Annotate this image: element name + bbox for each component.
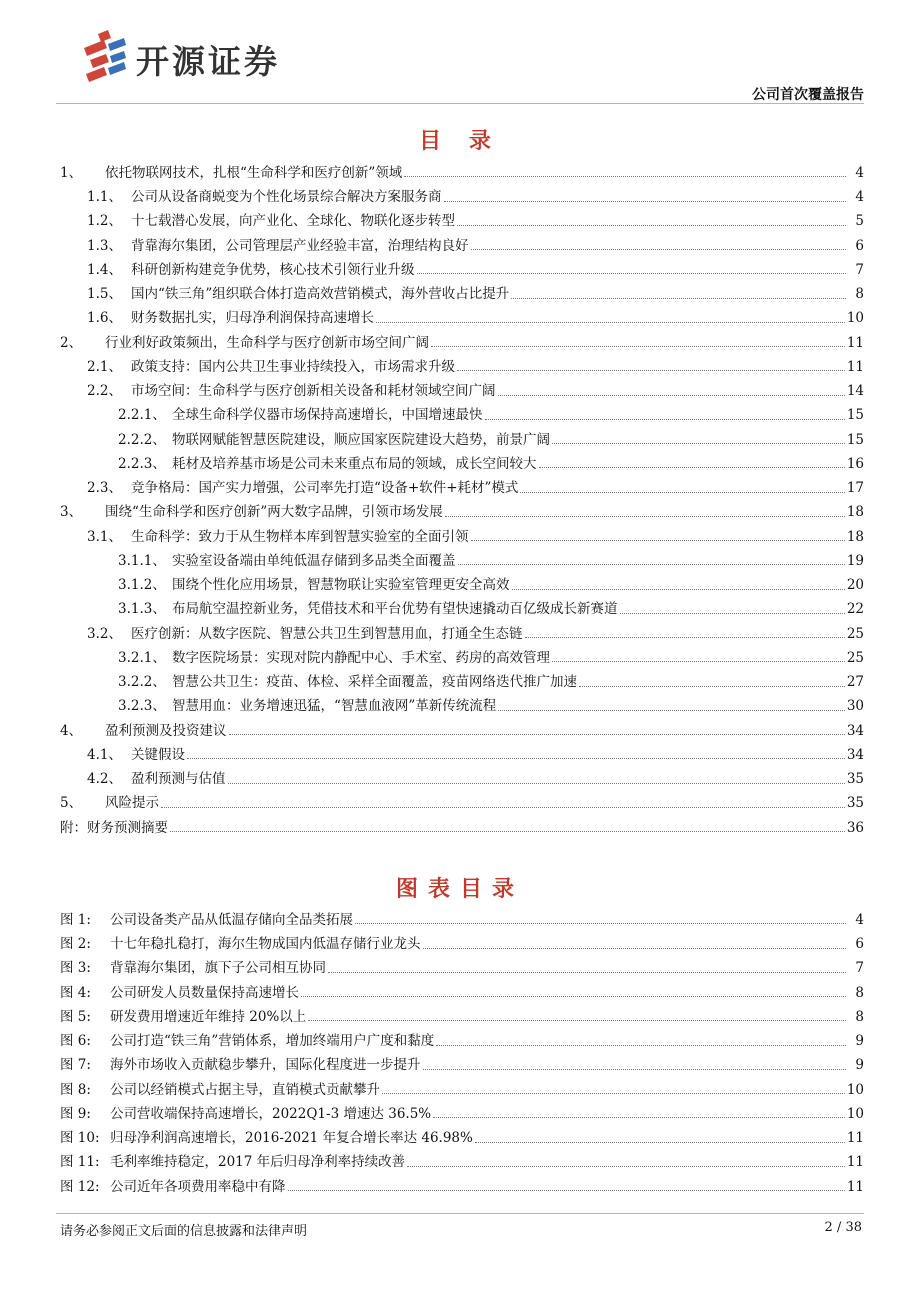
figure-entry-text: 公司以经销模式占据主导，直销模式贡献攀升 xyxy=(110,1081,380,1098)
toc-entry[interactable] xyxy=(56,280,864,304)
toc-entry-page: 14 xyxy=(846,383,864,399)
toc-entry-page: 36 xyxy=(846,819,864,836)
toc-entry-text: 数字医院场景：实现对院内静配中心、手术室、药房的高效管理 xyxy=(172,649,550,666)
dot-leader xyxy=(229,733,845,735)
figure-entry-number: 图 6: xyxy=(60,1033,91,1049)
toc-entry-text: 依托物联网技术，扎根“生命科学和医疗创新”领域 xyxy=(105,164,403,181)
figure-entry-page: 9 xyxy=(855,1033,864,1049)
figure-entry-text: 归母净利润高速增长，2016-2021 年复合增长率达 46.98% xyxy=(110,1130,473,1146)
toc-entry-text: 附：财务预测摘要 xyxy=(60,819,168,836)
toc-entry-number: 1.6、 xyxy=(87,310,122,327)
toc-entry-number: 3.1.1、 xyxy=(118,552,166,569)
toc-entry[interactable] xyxy=(56,668,864,692)
toc-entry-page: 18 xyxy=(846,504,864,521)
figure-entry-text: 研发费用增速近年维持 20%以上 xyxy=(110,1008,307,1025)
toc-entry-number: 2.2.3、 xyxy=(118,455,166,472)
toc-entry[interactable] xyxy=(56,208,864,232)
figure-entry-page: 9 xyxy=(855,1057,864,1074)
toc-entry-page: 34 xyxy=(846,746,864,763)
dot-leader xyxy=(471,248,847,250)
toc-entry[interactable] xyxy=(56,741,864,765)
toc-entry-text: 科研创新构建竞争优势，核心技术引领行业升级 xyxy=(131,261,415,278)
toc-entry-text: 政策支持：国内公共卫生事业持续投入，市场需求升级 xyxy=(131,358,455,375)
toc-entry[interactable] xyxy=(56,426,864,450)
toc-entry-number: 3.1.2、 xyxy=(118,577,166,593)
figure-entry-number: 图 7: xyxy=(60,1057,91,1074)
toc-entry[interactable] xyxy=(56,547,864,571)
toc-entry[interactable] xyxy=(56,765,864,789)
figure-entry[interactable] xyxy=(56,1149,864,1173)
dot-leader xyxy=(301,995,846,997)
figure-entry[interactable] xyxy=(56,1052,864,1076)
toc-entry-text: 围绕个性化应用场景，智慧物联让实验室管理更安全高效 xyxy=(172,577,510,593)
toc-entry-text: 智慧公共卫生：疫苗、体检、采样全面覆盖，疫苗网络迭代推广加速 xyxy=(172,674,577,690)
figure-entry-number: 图 2: xyxy=(60,936,91,952)
dot-leader xyxy=(228,782,845,784)
toc-entry-text: 背靠海尔集团，公司管理层产业经验丰富，治理结构良好 xyxy=(131,237,469,254)
toc-entry-page: 19 xyxy=(846,552,864,569)
dot-leader xyxy=(161,806,845,808)
toc-entry-number: 2、 xyxy=(60,334,83,351)
dot-leader xyxy=(436,1044,846,1046)
figure-entry-page: 8 xyxy=(855,1008,864,1025)
toc-entry-number: 1.4、 xyxy=(87,261,122,278)
toc-entry[interactable] xyxy=(56,159,864,183)
toc-entry-text: 市场空间：生命科学与医疗创新相关设备和耗材领域空间广阔 xyxy=(131,383,496,399)
toc-entry-number: 1.3、 xyxy=(87,237,122,254)
dot-leader xyxy=(170,830,845,832)
toc-entry[interactable] xyxy=(56,256,864,280)
toc-entry-number: 3、 xyxy=(60,504,83,521)
toc-entry-page: 25 xyxy=(846,625,864,642)
toc-entry-number: 3.1.3、 xyxy=(118,601,166,618)
figure-entry-text: 公司营收端保持高速增长，2022Q1-3 增速达 36.5% xyxy=(110,1105,432,1122)
toc-entry-number: 3.2.3、 xyxy=(118,698,166,715)
toc-entry[interactable] xyxy=(56,523,864,547)
toc-entry[interactable] xyxy=(56,232,864,256)
toc-entry-text: 医疗创新：从数字医院、智慧公共卫生到智慧用血，打通全生态链 xyxy=(131,625,523,642)
toc-entry-text: 耗材及培养基市场是公司未来重点布局的领域，成长空间较大 xyxy=(172,455,537,472)
dot-leader xyxy=(485,418,845,420)
toc-title: 目 录 xyxy=(419,128,501,154)
page-header xyxy=(0,0,920,104)
toc-entry-number: 2.2、 xyxy=(87,383,122,399)
toc-entry-page: 15 xyxy=(846,431,864,448)
toc-entry-text: 十七载潜心发展，向产业化、全球化、物联化逐步转型 xyxy=(131,213,455,230)
figure-entry[interactable] xyxy=(56,955,864,979)
toc-entry-page: 25 xyxy=(846,649,864,666)
figure-entry[interactable] xyxy=(56,979,864,1003)
dot-leader xyxy=(423,947,847,949)
toc-entry[interactable] xyxy=(56,571,864,595)
toc-entry-number: 3.2.1、 xyxy=(118,649,166,666)
dot-leader xyxy=(457,224,846,226)
figure-entry-page: 6 xyxy=(855,936,864,952)
figure-entry-page: 11 xyxy=(846,1178,864,1195)
figure-entry[interactable] xyxy=(56,1027,864,1051)
dot-leader xyxy=(382,1092,845,1094)
toc-entry[interactable] xyxy=(56,474,864,498)
dot-leader xyxy=(520,491,844,493)
toc-entry-page: 16 xyxy=(846,455,864,472)
toc-entry-number: 4、 xyxy=(60,722,83,739)
toc-entry-number: 2.1、 xyxy=(87,358,122,375)
toc-entry-page: 8 xyxy=(855,286,864,302)
figure-list xyxy=(56,906,864,1197)
figure-entry[interactable] xyxy=(56,1124,864,1148)
dot-leader xyxy=(444,200,847,202)
figure-entry-text: 背靠海尔集团，旗下子公司相互协同 xyxy=(110,960,326,977)
figure-entry-page: 8 xyxy=(855,984,864,1001)
toc-entry-number: 4.2、 xyxy=(87,771,122,787)
figure-entry-page: 10 xyxy=(846,1105,864,1122)
dot-leader xyxy=(433,1116,845,1118)
dot-leader xyxy=(423,1068,847,1070)
toc-entry-number: 1.1、 xyxy=(87,189,122,205)
toc-entry[interactable] xyxy=(56,693,864,717)
toc-entry[interactable] xyxy=(56,596,864,620)
toc-entry-number: 1.2、 xyxy=(87,213,122,230)
toc-entry-text: 风险提示 xyxy=(105,795,159,812)
footer-divider xyxy=(56,1213,864,1214)
toc-entry-number: 3.1、 xyxy=(87,528,122,545)
toc-entry[interactable] xyxy=(56,644,864,668)
dot-leader xyxy=(552,442,845,444)
toc-entry[interactable] xyxy=(56,183,864,207)
figure-entry-number: 图 5: xyxy=(60,1008,91,1025)
toc-entry-number: 3.2.2、 xyxy=(118,674,166,690)
toc-entry-text: 竞争格局：国产实力增强，公司率先打造“设备+软件+耗材”模式 xyxy=(131,480,519,496)
toc-entry-page: 35 xyxy=(846,795,864,812)
dot-leader xyxy=(417,272,847,274)
figure-entry-page: 4 xyxy=(855,911,864,928)
toc-entry-text: 关键假设 xyxy=(131,746,185,763)
figure-entry-number: 图 12: xyxy=(60,1178,100,1195)
brand-name: 开源证券 xyxy=(136,42,280,81)
dot-leader xyxy=(475,1141,845,1143)
dot-leader xyxy=(620,612,845,614)
figure-entry[interactable] xyxy=(56,906,864,930)
toc-entry-number: 2.2.1、 xyxy=(118,407,166,424)
figure-entry-text: 公司研发人员数量保持高速增长 xyxy=(110,984,299,1001)
figure-entry-number: 图 9: xyxy=(60,1105,91,1122)
figure-entry[interactable] xyxy=(56,1173,864,1197)
figure-entry[interactable] xyxy=(56,1003,864,1027)
figure-entry[interactable] xyxy=(56,1076,864,1100)
figure-entry[interactable] xyxy=(56,1100,864,1124)
figure-entry-text: 海外市场收入贡献稳步攀升，国际化程度进一步提升 xyxy=(110,1057,421,1074)
toc-entry-page: 6 xyxy=(855,237,864,254)
toc-entry-number: 1、 xyxy=(60,164,83,181)
toc-entry-page: 11 xyxy=(846,358,864,375)
toc-entry[interactable] xyxy=(56,450,864,474)
toc-entry-text: 物联网赋能智慧医院建设，顺应国家医院建设大趋势，前景广阔 xyxy=(172,431,550,448)
toc-entry[interactable] xyxy=(56,305,864,329)
figure-entry-text: 十七年稳扎稳打，海尔生物成国内低温存储行业龙头 xyxy=(110,936,421,952)
toc-entry-text: 智慧用血：业务增速迅猛，“智慧血液网”革新传统流程 xyxy=(172,698,497,715)
toc-entry-text: 国内“铁三角”组织联合体打造高效营销模式，海外营收占比提升 xyxy=(131,286,510,302)
dot-leader xyxy=(525,636,845,638)
figure-entry-text: 公司近年各项费用率稳中有降 xyxy=(110,1178,286,1195)
figure-entry-text: 公司设备类产品从低温存储向全品类拓展 xyxy=(110,911,353,928)
dot-leader xyxy=(498,394,845,396)
report-type-label: 公司首次覆盖报告 xyxy=(752,87,864,103)
dot-leader xyxy=(187,757,845,759)
figure-entry-number: 图 3: xyxy=(60,960,91,977)
toc-entry-text: 盈利预测与估值 xyxy=(131,771,226,787)
toc-entry[interactable] xyxy=(56,353,864,377)
toc-entry[interactable] xyxy=(56,717,864,741)
dot-leader xyxy=(288,1189,845,1191)
page-number: 2 / 38 xyxy=(824,1220,862,1235)
figure-entry-page: 11 xyxy=(846,1130,864,1146)
toc-entry-text: 公司从设备商蜕变为个性化场景综合解决方案服务商 xyxy=(131,189,442,205)
figure-entry-number: 图 10: xyxy=(60,1130,100,1146)
toc-entry-text: 布局航空温控新业务，凭借技术和平台优势有望快速撬动百亿级成长新赛道 xyxy=(172,601,618,618)
toc-entry-page: 15 xyxy=(846,407,864,424)
footer-disclaimer: 请务必参阅正文后面的信息披露和法律声明 xyxy=(60,1224,308,1239)
dot-leader xyxy=(539,466,845,468)
figure-entry-text: 公司打造“铁三角”营销体系，增加终端用户广度和黏度 xyxy=(110,1033,435,1049)
dot-leader xyxy=(308,1019,846,1021)
toc-entry-page: 5 xyxy=(855,213,864,230)
toc-entry[interactable] xyxy=(56,620,864,644)
toc-entry-page: 4 xyxy=(855,164,864,181)
dot-leader xyxy=(511,297,846,299)
figure-entry-number: 图 1: xyxy=(60,911,91,928)
toc-entry-number: 4.1、 xyxy=(87,746,122,763)
toc-entry[interactable] xyxy=(56,377,864,401)
toc-entry-text: 行业利好政策频出，生命科学与医疗创新市场空间广阔 xyxy=(105,334,429,351)
dot-leader xyxy=(458,563,845,565)
figure-entry-page: 11 xyxy=(846,1154,864,1171)
toc-entry[interactable] xyxy=(56,814,864,838)
kaiyuan-logo-icon xyxy=(82,30,126,82)
toc-entry[interactable] xyxy=(56,402,864,426)
figure-entry-number: 图 4: xyxy=(60,984,91,1001)
toc-entry-number: 1.5、 xyxy=(87,286,122,302)
figure-entry-text: 毛利率维持稳定，2017 年后归母净利率持续改善 xyxy=(110,1154,406,1171)
dot-leader xyxy=(404,175,846,177)
toc-entry-text: 围绕“生命科学和医疗创新”两大数字品牌，引领市场发展 xyxy=(105,504,443,521)
dot-leader xyxy=(512,588,845,590)
toc-entry-page: 4 xyxy=(855,189,864,205)
toc-entry-number: 5、 xyxy=(60,795,83,812)
toc-entry-number: 3.2、 xyxy=(87,625,122,642)
figure-entry-number: 图 8: xyxy=(60,1081,91,1098)
dot-leader xyxy=(471,539,845,541)
toc-entry-text: 生命科学：致力于从生物样本库到智慧实验室的全面引领 xyxy=(131,528,469,545)
dot-leader xyxy=(579,685,845,687)
toc-entry[interactable] xyxy=(56,329,864,353)
dot-leader xyxy=(355,922,846,924)
figures-title: 图表目录 xyxy=(395,876,524,902)
dot-leader xyxy=(328,971,846,973)
toc-entry-number: 2.3、 xyxy=(87,480,122,496)
toc-entry-text: 全球生命科学仪器市场保持高速增长，中国增速最快 xyxy=(172,407,483,424)
figure-entry[interactable] xyxy=(56,930,864,954)
toc-entry-page: 27 xyxy=(846,674,864,690)
toc-entry-page: 7 xyxy=(855,261,864,278)
figure-entry-number: 图 11: xyxy=(60,1154,100,1171)
table-of-contents xyxy=(56,159,864,838)
dot-leader xyxy=(498,709,845,711)
toc-entry-page: 30 xyxy=(846,698,864,715)
toc-entry-page: 10 xyxy=(846,310,864,327)
toc-entry-page: 11 xyxy=(846,334,864,351)
dot-leader xyxy=(431,345,845,347)
toc-entry-text: 盈利预测及投资建议 xyxy=(105,722,227,739)
figure-entry-page: 7 xyxy=(855,960,864,977)
toc-entry[interactable] xyxy=(56,790,864,814)
dot-leader xyxy=(407,1165,845,1167)
toc-entry[interactable] xyxy=(56,499,864,523)
toc-entry-page: 22 xyxy=(846,601,864,618)
dot-leader xyxy=(552,660,845,662)
figure-entry-page: 10 xyxy=(846,1081,864,1098)
toc-entry-text: 财务数据扎实，归母净利润保持高速增长 xyxy=(131,310,374,327)
toc-entry-page: 20 xyxy=(846,577,864,593)
toc-entry-page: 35 xyxy=(846,771,864,787)
toc-entry-text: 实验室设备端由单纯低温存储到多品类全面覆盖 xyxy=(172,552,456,569)
toc-entry-page: 18 xyxy=(846,528,864,545)
toc-entry-page: 34 xyxy=(846,722,864,739)
toc-entry-page: 17 xyxy=(846,480,864,496)
dot-leader xyxy=(445,515,845,517)
toc-entry-number: 2.2.2、 xyxy=(118,431,166,448)
dot-leader xyxy=(376,321,845,323)
header-divider xyxy=(56,103,864,104)
dot-leader xyxy=(457,369,845,371)
